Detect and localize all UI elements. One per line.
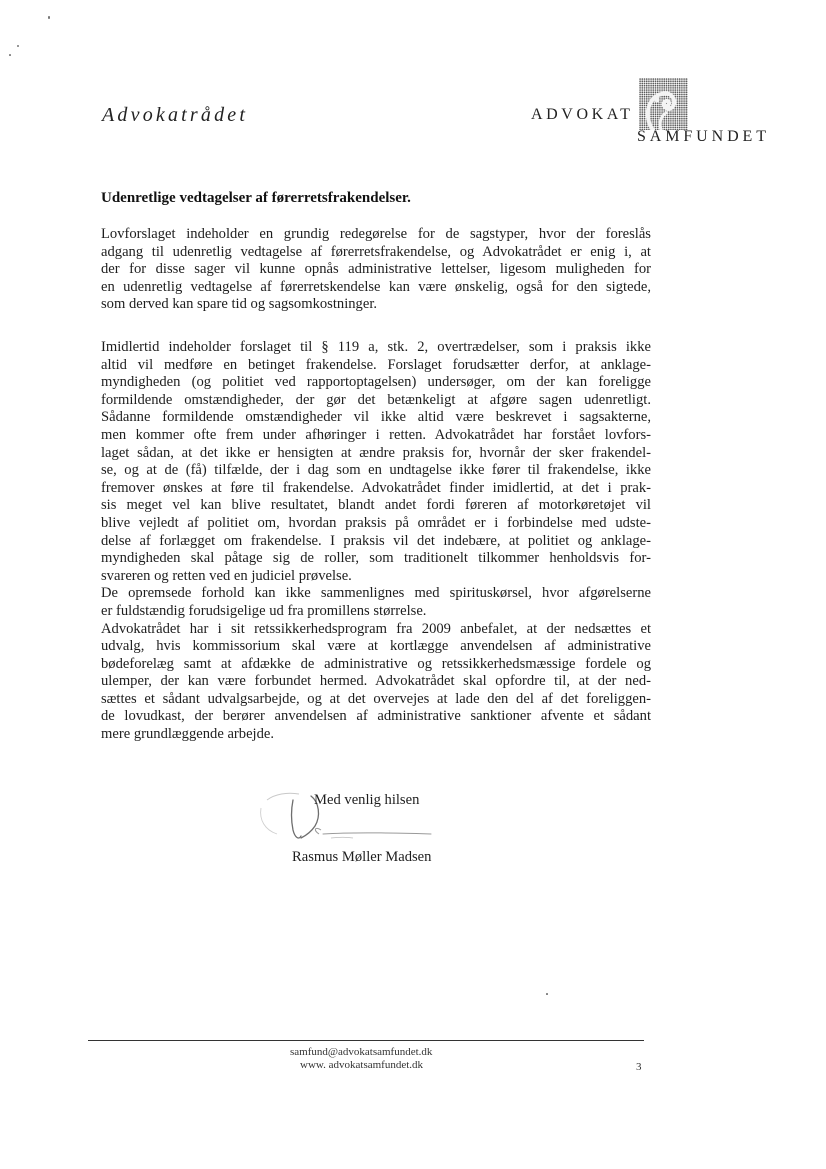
text-line: svareren og retten ved en judiciel prøvelse. — [101, 567, 352, 584]
text-line: mere grundlæggende arbejde. — [101, 726, 275, 743]
footer-website: www. advokatsamfundet.dk — [300, 1059, 424, 1071]
scan-speck — [48, 16, 50, 19]
scan-speck — [546, 993, 548, 995]
scan-speck — [17, 45, 19, 47]
footer-email: samfund@advokatsamfundet.dk — [290, 1046, 433, 1058]
footer-divider — [88, 1040, 644, 1041]
text-line: ulemper, der kan være forbundet hermed. Advokatrådet skal opfordre til, at der ned- — [101, 673, 651, 690]
paragraph-concerns — [101, 339, 651, 744]
text-line: delse af forlægget om frakendelse. I praksis vil det indebære, at politiet og anklage- — [101, 532, 651, 549]
text-line: som derved kan spare tid og sagsomkostninger. — [101, 296, 378, 313]
text-line: der for disse sager vil kunne opnås administrative lettelser, ligesom muligheden for — [101, 261, 651, 278]
logo-text-samfundet: SAMFUNDET — [637, 128, 770, 145]
org-name-left: Advokatrådet — [102, 104, 249, 126]
text-line: Imidlertid indeholder forslaget til § 119 a, stk. 2, overtrædelser, som i praksis ikke — [101, 339, 651, 355]
letter-heading: Udenretlige vedtagelser af førerretsfrakendelser. — [101, 190, 411, 206]
signer-name: Rasmus Møller Madsen — [292, 849, 432, 865]
text-line: udvalg, hvis kommissorium skal være at kortlægge anvendelsen af administrative — [101, 638, 651, 655]
text-line: de lovudkast, der berører anvendelsen af administrative sanktioner afvente et sådant — [101, 708, 651, 725]
text-line: formildende omstændigheder, der gør det betænkeligt at afgøre sagen udenretligt. — [101, 391, 651, 408]
owl-emblem-icon — [639, 78, 688, 130]
text-line: er fuldstændig forudsigelige ud fra promillens størrelse. — [101, 602, 427, 619]
text-line: Advokatrådet har i sit retssikkerhedsprogram fra 2009 anbefalet, at der nedsættes et — [101, 620, 651, 637]
logo-text-advokat: ADVOKAT — [531, 106, 634, 123]
text-line: Lovforslaget indeholder en grundig redegørelse for de sagstyper, hvor der foreslås — [101, 226, 651, 242]
text-line: De opremsede forhold kan ikke sammenlignes med spirituskørsel, hvor afgørelserne — [101, 585, 651, 602]
text-line: bødeforelæg samt at afdække de administrative og retssikkerhedsmæssige fordele og — [101, 655, 651, 672]
text-line: altid vil medføre en betinget frakendelse. Forslaget forudsætter derfor, at anklage- — [101, 356, 651, 373]
text-line: fremover ønskes at føre til frakendelse. Advokatrådet finder imidlertid, at det i prak- — [101, 479, 651, 496]
text-line: men kommer ofte frem under afhøringer i retten. Advokatrådet har forstået lovfors- — [101, 426, 651, 443]
text-line: adgang til udenretlig vedtagelse af førerretsfrakendelse, og Advokatrådet er enig i, at — [101, 243, 651, 260]
text-line: en udenretlig vedtagelse af førerretskendelse kan være ønskelig, også for den sigtede, — [101, 278, 651, 295]
text-line: laget sådan, at det ikke er hensigten at ændre praksis for, hvornår der sker frakendel- — [101, 444, 651, 461]
page-number: 3 — [636, 1061, 642, 1073]
text-line: Sådanne formildende omstændigheder vil ikke altid være beskrevet i sagsakterne, — [101, 409, 651, 426]
text-line: myndigheden skal påtage sig de roller, som traditionelt tilkommer henholdsvis for- — [101, 550, 651, 567]
text-line: myndigheden (og politiet ved rapportoptagelsen) undersøger, om der kan foreligge — [101, 374, 651, 391]
paragraph-proposal-summary — [101, 226, 651, 314]
text-line: se, og at de (få) tilfælde, der i dag som en undtagelse ikke fører til frakendelse, ikke — [101, 462, 651, 479]
text-line: sættes et sådant udvalgsarbejde, og at det overvejes at lade den del af det foreliggen- — [101, 690, 651, 707]
closing-greeting: Med venlig hilsen — [314, 792, 420, 808]
text-line: blive vejledt af politiet om, hvordan praksis på området er i forbindelse med udste- — [101, 514, 651, 531]
scan-speck — [9, 54, 11, 56]
text-line: sis meget vel kan blive resultatet, blandt andet fordi føreren af motorkøretøjet vil — [101, 497, 651, 514]
